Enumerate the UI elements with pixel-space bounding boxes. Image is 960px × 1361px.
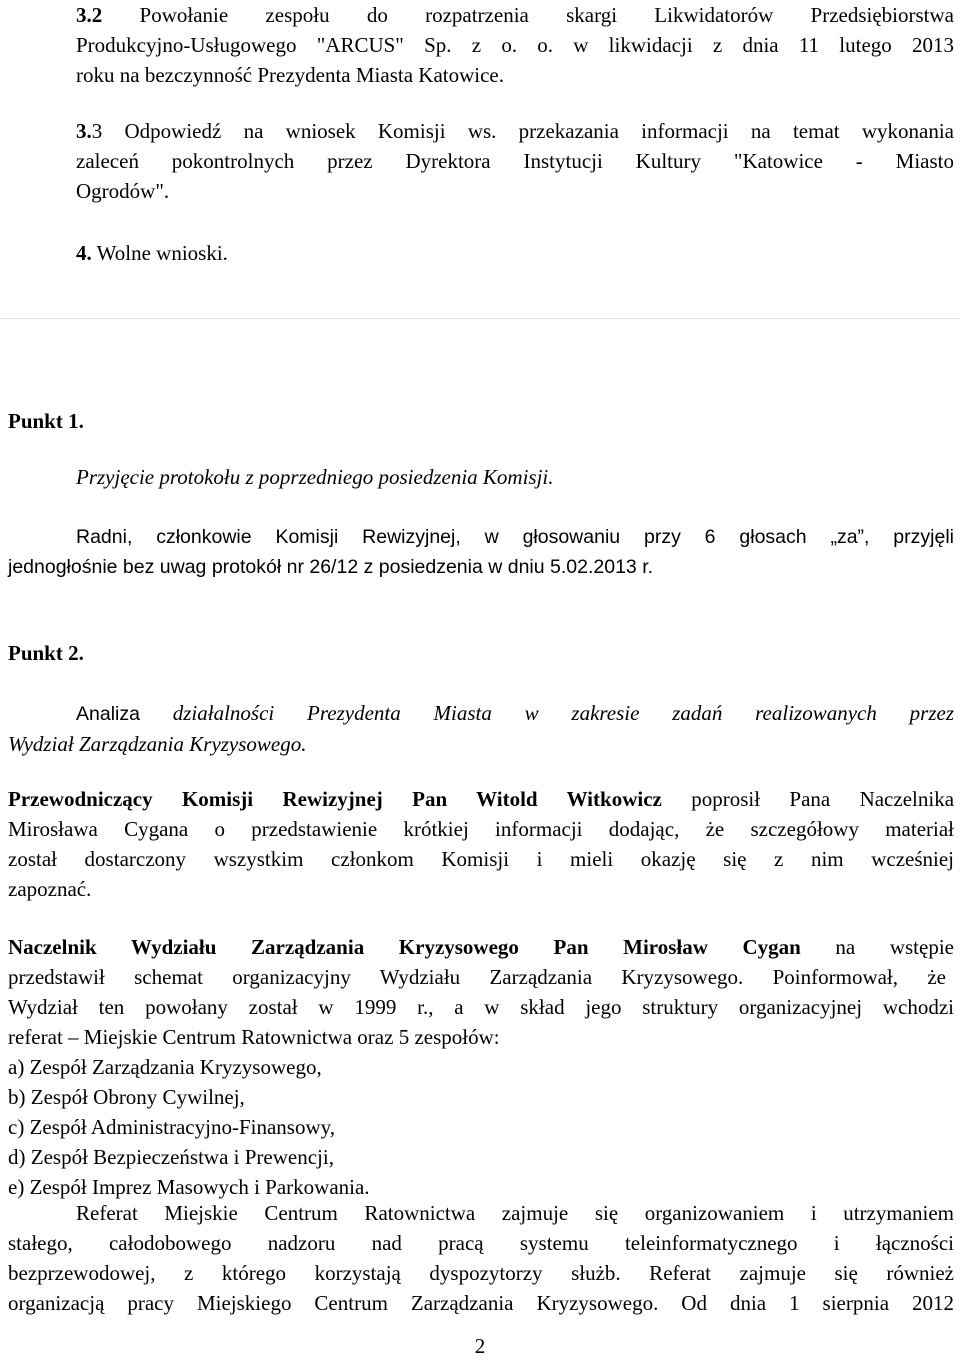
agenda-item-text: roku na bezczynność Prezydenta Miasta Katowice. <box>76 63 504 87</box>
punkt-2-title: Analiza działalności Prezydenta Miasta w zakresie zadań realizowanych przez Wydział Zarządzania Kryzysowego. <box>8 701 954 756</box>
speaker-name: Przewodniczący Komisji Rewizyjnej Pan Witold Witkowicz <box>8 787 662 811</box>
agenda-item-text: Ogrodów". <box>76 179 170 203</box>
agenda-item-number-suffix: 3 <box>91 119 103 143</box>
head-of-department-paragraph: Naczelnik Wydziału Zarządzania Kryzysowego Pan Mirosław Cygan na wstępie przedstawił schemat organizacyjny Wydziału Zarządzania Kryzysowego. Poinformował, że Wydział ten powołany został w 1999 r., a w skład jego struktury organizacyjnej wchodzi referat – Miejskie Centrum Ratownictwa oraz 5 zespołów: a) Zespół Zarządzania Kryzysowego, b) Zespół Obrony Cywilnej, c) Zespół Administracyjno-Finansowy, d) Zespół Bezpieczeństwa i Prewencji, e) Zespół Imprez Masowych i Parkowania. <box>8 932 954 1202</box>
list-item: d) Zespół Bezpieczeństwa i Prewencji, <box>8 1145 334 1169</box>
section-divider <box>0 318 960 319</box>
agenda-item-4 <box>76 238 954 268</box>
speaker-name: Naczelnik Wydziału Zarządzania Kryzysowego Pan Mirosław Cygan <box>8 935 801 959</box>
punkt-2-heading: Punkt 2. <box>8 641 84 665</box>
agenda-item-number: 4. <box>76 241 92 265</box>
punkt-1-heading: Punkt 1. <box>8 409 84 433</box>
agenda-item-text: Powołanie zespołu do rozpatrzenia skargi Likwidatorów Przedsiębiorstwa <box>139 3 954 27</box>
punkt-1-title: Przyjęcie protokołu z poprzedniego posiedzenia Komisji. <box>76 465 554 489</box>
agenda-item-number: 3. <box>76 119 92 143</box>
punkt-1-body: Radni, członkowie Komisji Rewizyjnej, w głosowaniu przy 6 głosach „za”, przyjęli jednogłośnie bez uwag protokół nr 26/12 z posiedzenia w dniu 5.02.2013 r. <box>8 526 954 578</box>
list-item: b) Zespół Obrony Cywilnej, <box>8 1085 245 1109</box>
page-number: 2 <box>474 1334 486 1358</box>
agenda-item-text: Wolne wnioski. <box>96 241 228 265</box>
agenda-item-3-3 <box>76 116 954 206</box>
agenda-item-3-2 <box>76 0 954 90</box>
referat-paragraph: Referat Miejskie Centrum Ratownictwa zajmuje się organizowaniem i utrzymaniem stałego, całodobowego nadzoru nad pracą systemu teleinformatycznego i łączności bezprzewodowej, z którego korzystają dyspozytorzy służb. Referat zajmuje się również organizacją pracy Miejskiego Centrum Zarządzania Kryzysowego. Od dnia 1 sierpnia 2012 <box>8 1201 954 1315</box>
list-item: e) Zespół Imprez Masowych i Parkowania. <box>8 1175 370 1199</box>
chairman-paragraph: Przewodniczący Komisji Rewizyjnej Pan Witold Witkowicz poprosił Pana Naczelnika Mirosława Cygana o przedstawienie krótkiej informacji dodając, że szczegółowy materiał został dostarczony wszystkim członkom Komisji i mieli okazję się z nim wcześniej zapoznać. <box>8 787 955 901</box>
agenda-item-number: 3.2 <box>76 3 103 27</box>
agenda-item-text: zaleceń pokontrolnych przez Dyrektora Instytucji Kultury "Katowice - Miasto <box>76 149 954 173</box>
agenda-item-text: Odpowiedź na wniosek Komisji ws. przekazania informacji na temat wykonania <box>124 119 955 143</box>
agenda-item-text: Produkcyjno-Usługowego "ARCUS" Sp. z o. o. w likwidacji z dnia 11 lutego 2013 <box>76 33 954 57</box>
list-item: c) Zespół Administracyjno-Finansowy, <box>8 1115 336 1139</box>
list-item: a) Zespół Zarządzania Kryzysowego, <box>8 1055 322 1079</box>
